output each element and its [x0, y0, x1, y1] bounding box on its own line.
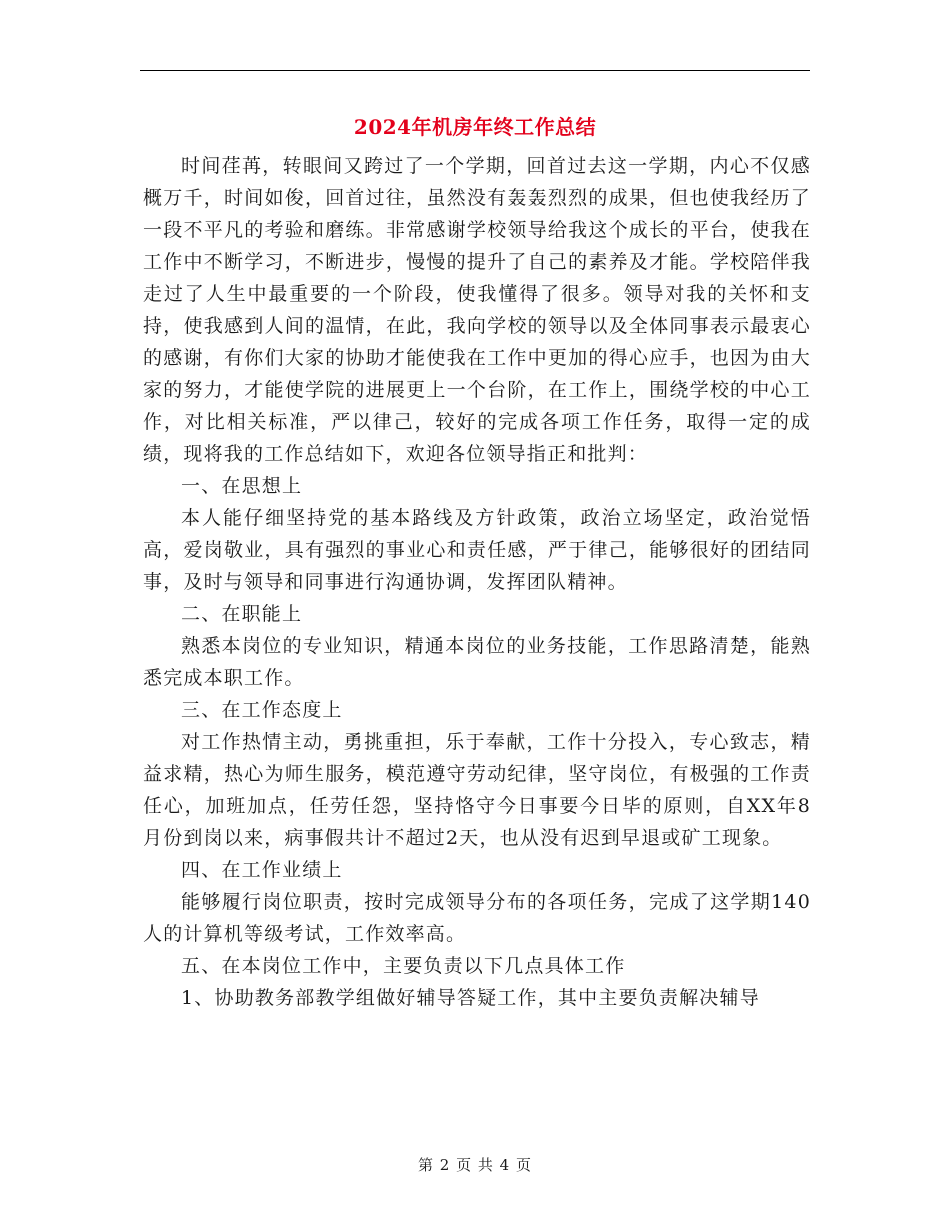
document-body	[143, 150, 811, 1014]
document-title: 2024年机房年终工作总结	[353, 115, 597, 139]
header-rule	[140, 70, 810, 71]
section-paragraph-duties: 1、协助教务部教学组做好辅导答疑工作，其中主要负责解决辅导	[181, 987, 760, 1009]
section-paragraph-ideology: 本人能仔细坚持党的基本路线及方针政策，政治立场坚定，政治觉悟高，爱岗敬业，具有强烈的事业心和责任感，严于律己，能够很好的团结同事，及时与领导和同事进行沟通协调，发挥团队精神。	[143, 507, 811, 593]
section-heading-attitude: 三、在工作态度上	[181, 699, 343, 721]
section-heading-function: 二、在职能上	[181, 603, 303, 625]
section-heading-duties: 五、在本岗位工作中，主要负责以下几点具体工作	[181, 955, 626, 977]
section-paragraph-attitude: 对工作热情主动，勇挑重担，乐于奉献，工作十分投入，专心致志，精益求精，热心为师生服务，模范遵守劳动纪律，坚守岗位，有极强的工作责任心，加班加点，任劳任怨，坚持恪守今日事要今日毕的原则，自XX年8月份到岗以来，病事假共计不超过2天，也从没有迟到早退或矿工现象。	[143, 731, 811, 849]
section-heading-performance: 四、在工作业绩上	[181, 859, 343, 881]
section-heading-ideology: 一、在思想上	[181, 475, 303, 497]
section-paragraph-function: 熟悉本岗位的专业知识，精通本岗位的业务技能，工作思路清楚，能熟悉完成本职工作。	[143, 635, 811, 689]
page-number-footer: 第 2 页 共 4 页	[418, 1156, 532, 1174]
intro-paragraph: 时间荏苒，转眼间又跨过了一个学期，回首过去这一学期，内心不仅感概万千，时间如俊，回首过往，虽然没有轰轰烈烈的成果，但也使我经历了一段不平凡的考验和磨练。非常感谢学校领导给我这个成长的平台，使我在工作中不断学习，不断进步，慢慢的提升了自己的素养及才能。学校陪伴我走过了人生中最重要的一个阶段，使我懂得了很多。领导对我的关怀和支持，使我感到人间的温情，在此，我向学校的领导以及全体同事表示最衷心的感谢，有你们大家的协助才能使我在工作中更加的得心应手，也因为由大家的努力，才能使学院的进展更上一个台阶，在工作上，围绕学校的中心工作，对比相关标准，严以律己，较好的完成各项工作任务，取得一定的成绩，现将我的工作总结如下，欢迎各位领导指正和批判：	[143, 155, 811, 465]
section-paragraph-performance: 能够履行岗位职责，按时完成领导分布的各项任务，完成了这学期140人的计算机等级考试，工作效率高。	[143, 891, 811, 945]
